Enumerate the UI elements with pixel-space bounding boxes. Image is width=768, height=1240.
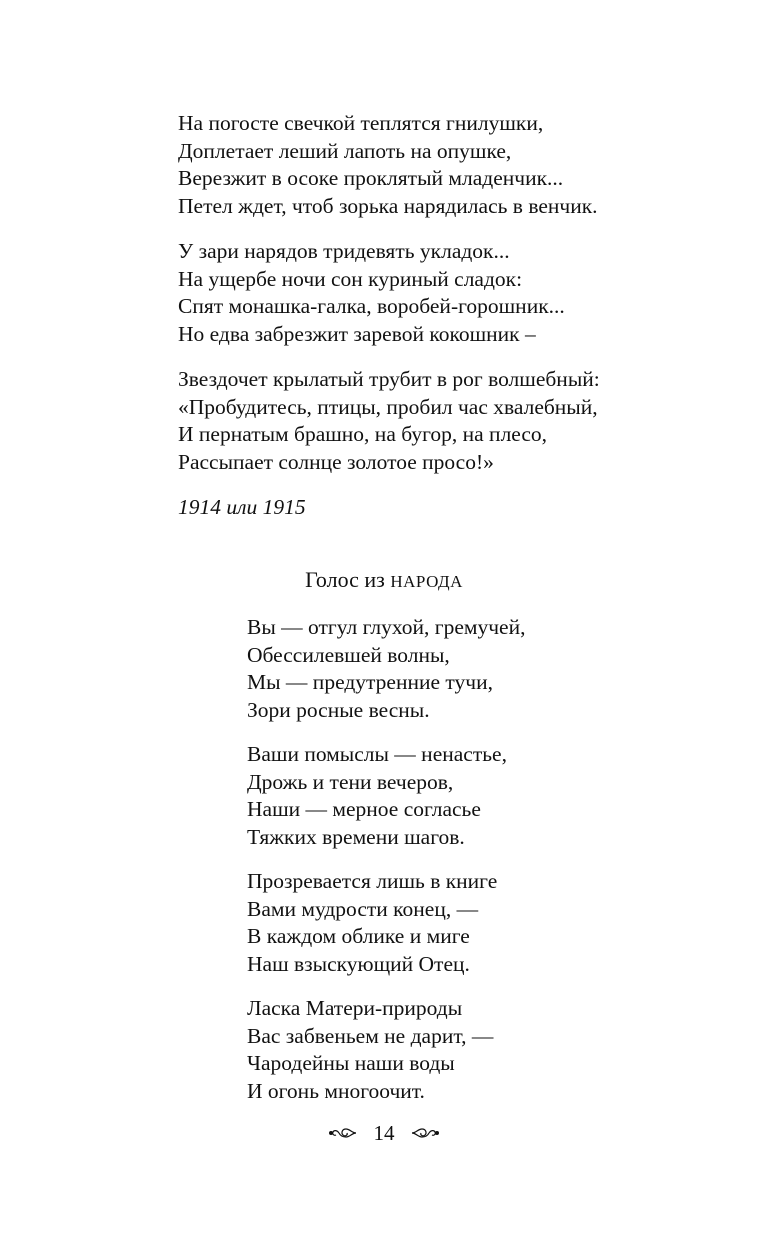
poem-line: Ласка Матери-природы: [247, 996, 463, 1020]
poem-line: Но едва забрезжит заревой кокошник –: [178, 321, 536, 346]
stanza: [178, 366, 698, 476]
poem-line: Прозревается лишь в книге: [247, 869, 498, 893]
page-footer: [0, 1117, 768, 1147]
poem-line: Обессилевшей волны,: [247, 642, 450, 667]
poem-line: Верезжит в осоке проклятый младенчик...: [178, 166, 564, 190]
poem-line: На ущербе ночи сон куриный сладок:: [178, 266, 523, 291]
poem-line: Звездочет крылатый трубит в рог волшебный:: [178, 367, 600, 391]
poem-line: Рассыпает солнце золотое просо!»: [178, 449, 494, 474]
poem-line: На погосте свечкой теплятся гнилушки,: [178, 111, 544, 135]
poem-line: Ваши помыслы — ненастье,: [247, 742, 507, 766]
poem-line: Мы — предутренние тучи,: [247, 670, 493, 694]
poem-line: Наш взыскующий Отец.: [247, 951, 470, 976]
poem-1: [178, 110, 698, 522]
poem-line: У зари нарядов тридевять укладок...: [178, 239, 510, 263]
poem-line: Зори росные весны.: [247, 697, 430, 722]
stanza: [247, 868, 647, 978]
poem-2: [247, 614, 647, 1122]
flourish-left-icon: [328, 1124, 358, 1142]
poem-line: И пернатым брашно, на бугор, на плесо,: [178, 422, 548, 446]
poem-line: Дрожь и тени вечеров,: [247, 769, 454, 794]
poem-date: 1914 или 1915: [178, 495, 306, 519]
poem-line: В каждом облике и миге: [247, 924, 470, 948]
poem-line: Вас забвеньем не дарит, —: [247, 1023, 494, 1048]
page-number: 14: [373, 1121, 395, 1146]
stanza: [247, 614, 647, 724]
poem-line: Вами мудрости конец, —: [247, 896, 479, 921]
stanza: [178, 238, 698, 348]
poem-line: Доплетает леший лапоть на опушке,: [178, 138, 512, 163]
poem-line: И огонь многоочит.: [247, 1078, 425, 1103]
stanza: [247, 995, 647, 1105]
poem-line: Петел ждет, чтоб зорька нарядилась в венчик.: [178, 193, 598, 218]
poem-title-smallcaps: НАРОДА: [390, 572, 463, 591]
poem-line: «Пробудитесь, птицы, пробил час хвалебный,: [178, 394, 598, 419]
poem-line: Тяжких времени шагов.: [247, 824, 465, 849]
poem-title-text: Голос из: [305, 567, 385, 592]
poem-line: Спят монашка-галка, воробей-горошник...: [178, 294, 565, 318]
poem-line: Вы — отгул глухой, гремучей,: [247, 615, 526, 639]
flourish-right-icon: [410, 1124, 440, 1142]
poem-title: [0, 566, 768, 596]
stanza: [247, 741, 647, 851]
stanza: [178, 110, 698, 220]
poem-line: Наши — мерное согласье: [247, 797, 481, 821]
poem-line: Чародейны наши воды: [247, 1051, 455, 1075]
